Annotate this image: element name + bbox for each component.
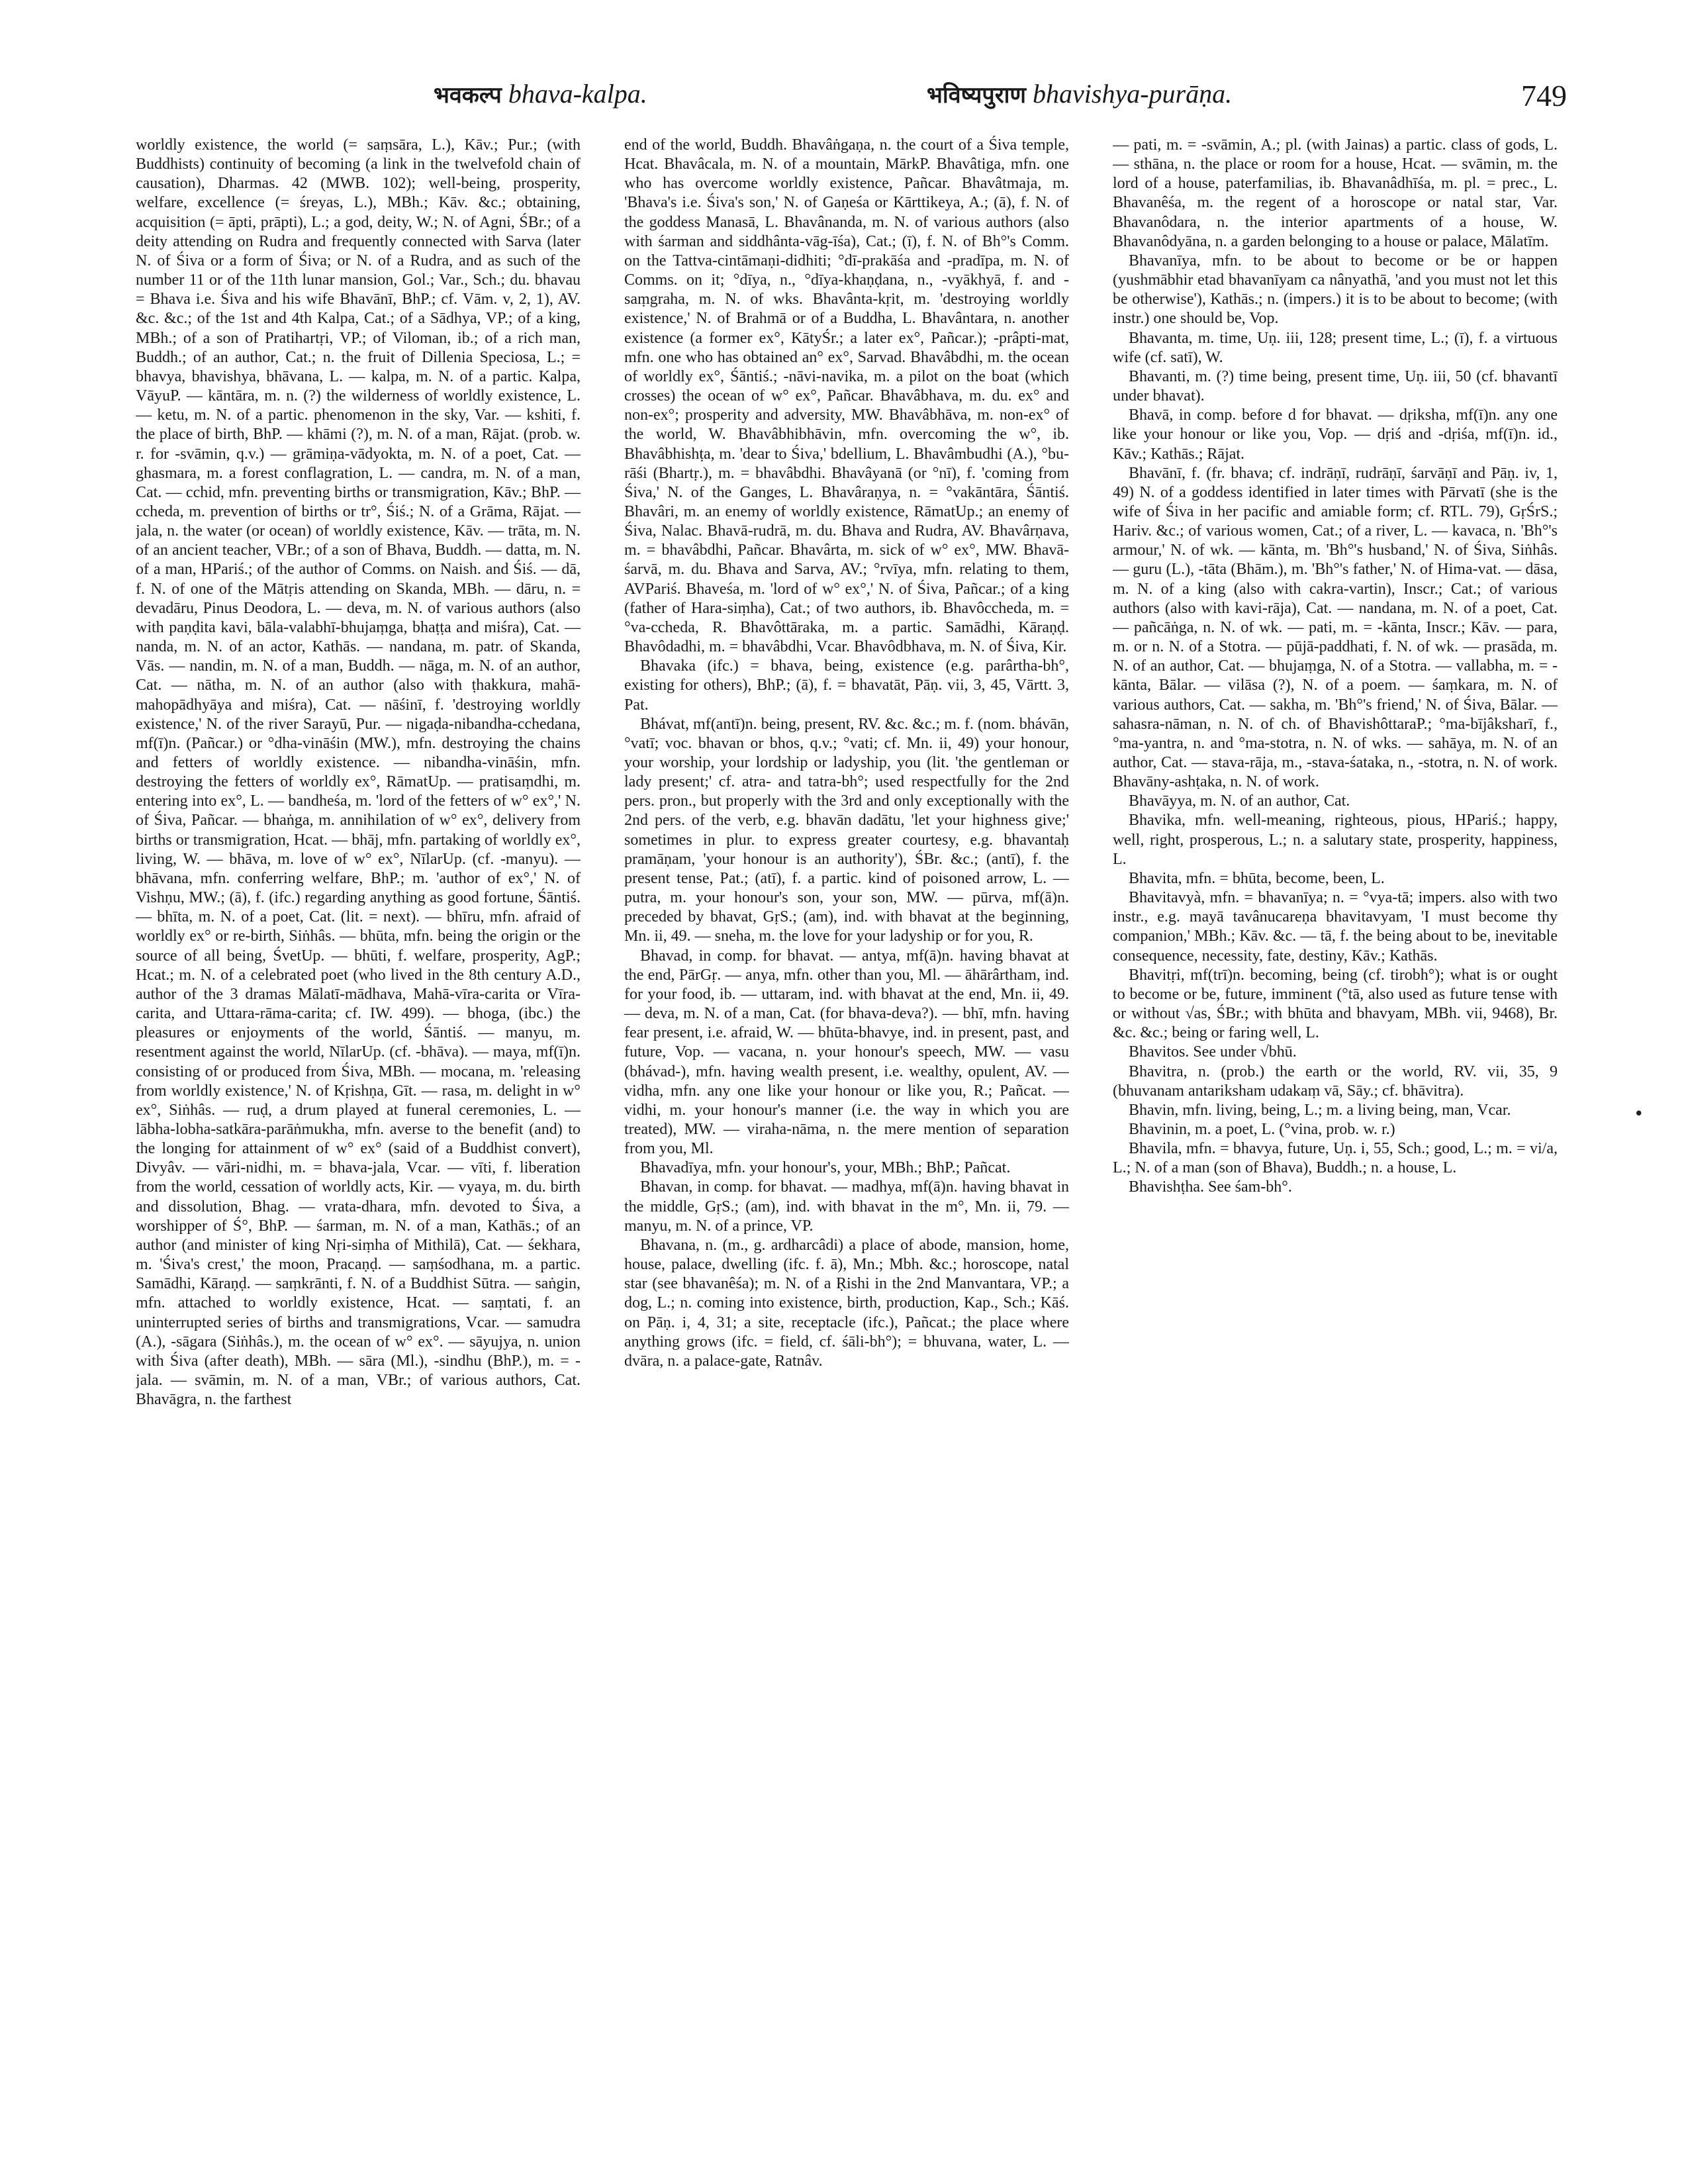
column-1 <box>136 136 581 2155</box>
text-columns <box>136 136 1562 2155</box>
column-2-paragraph: Bhavan, in comp. for bhavat. — madhya, mf(ā)n. having bhavat in the middle, GṛS.; (am), ind. with bhavat in the m°, Mn. ii, 79. — manyu, m. N. of a prince, VP. <box>624 1178 1069 1235</box>
right-running-head <box>927 78 1232 109</box>
column-3-paragraph: Bhavitṛi, mf(trī)n. becoming, being (cf. tirobh°); what is or ought to become or be, future, imminent (°tā, also used as future tense with or without √as, ŚBr.; with bhūta and bhavyam, MBh. vii, 9468), Br. &c. &c.; being or faring well, L. <box>1113 966 1558 1042</box>
column-3-paragraph: Bhavanti, m. (?) time being, present time, Uṇ. iii, 50 (cf. bhavantī under bhavat). <box>1113 367 1558 405</box>
page-number: 749 <box>1521 79 1567 113</box>
column-3-paragraph: Bhavitos. See under √bhū. <box>1129 1043 1297 1061</box>
column-3 <box>1113 136 1558 2155</box>
column-3-paragraph: Bhavila, mfn. = bhavya, future, Uṇ. i, 55, Sch.; good, L.; m. = vi/a, L.; N. of a man (son of Bhava), Buddh.; n. a house, L. <box>1113 1140 1558 1177</box>
margin-dot-mark: • <box>1634 1104 1644 1124</box>
column-2 <box>624 136 1069 2155</box>
left-headword-devanagari: भवकल्प <box>434 82 502 109</box>
column-3-paragraph: Bhavin, mfn. living, being, L.; m. a living being, man, Vcar. <box>1129 1101 1511 1119</box>
page-header <box>132 78 1567 118</box>
column-1-paragraph: worldly existence, the world (= saṃsāra, L.), Kāv.; Pur.; (with Buddhists) continuity of becoming (a link in the twelvefold chain of causation), Dharmas. 42 (MWB. 102); well-being, prosperity, welfare, excellence (= śreyas, L.), MBh.; Kāv. &c.; obtaining, acquisition (= āpti, prāpti), L.; a god, deity, W.; N. of Agni, ŚBr.; of a deity attending on Rudra and frequently connected with Sarva (later N. of Śiva or a form of Śiva; or N. of a Rudra, and as such of the number 11 or of the 11th lunar mansion, Gol.; Var., Sch.; du. bhavau = Bhava i.e. Śiva and his wife Bhavānī, BhP.; cf. Vām. v, 2, 1), AV. &c. &c.; of the 1st and 4th Kalpa, Cat.; of a Sādhya, VP.; of a king, MBh.; of a son of Pratihartṛi, VP.; of Viloman, ib.; of a rich man, Buddh.; of an author, Cat.; n. the fruit of Dillenia Speciosa, L.; = bhavya, bhavishya, bhāvana, L. — kalpa, m. N. of a partic. Kalpa, VāyuP. — kāntāra, m. n. (?) the wilderness of worldly existence, L. — ketu, m. N. of a partic. phenomenon in the sky, Var. — kshiti, f. the place of birth, BhP. — khāmi (?), m. N. of a man, Rājat. (prob. w. r. for -svāmin, q.v.) — grāmiṇa-vādyokta, m. N. of a poet, Cat. — ghasmara, m. a forest conflagration, L. — candra, m. N. of a man, Cat. — cchid, mfn. preventing births or transmigration, Kāv.; BhP. — ccheda, m. prevention of births or tr°, Śiś.; N. of a Grāma, Rājat. — jala, n. the water (or ocean) of worldly existence, Kāv. — trāta, m. N. of an ancient teacher, VBr.; of a son of Bhava, Buddh. — datta, m. N. of a man, HPariś.; of the author of Comms. on Naish. and Śiś. — dā, f. N. of one of the Mātṛis attending on Skanda, MBh. — dāru, n. = devadāru, Pinus Deodora, L. — deva, m. N. of various authors (also with paṇḍita kavi, bāla-valabhī-bhujaṃga, bhaṭṭa and miśra), Cat. — nanda, m. N. of an actor, Kathās. — nandana, m. patr. of Skanda, Vās. — nandin, m. N. of a man, Buddh. — nāga, m. N. of an author, Cat. — nātha, m. N. of an author (also with ṭhakkura, mahā-mahopādhyāya and miśra), Cat. — nāśinī, f. 'destroying worldly existence,' N. of the river Sarayū, Pur. — nigaḍa-nibandha-cchedana, mf(ī)n. (Pañcar.) or °dha-vināśin (MW.), mfn. destroying the chains and fetters of worldly existence. — nibandha-vināśin, mfn. destroying the fetters of worldly ex°, RāmatUp. — pratisaṃdhi, m. entering into ex°, L. — bandheśa, m. 'lord of the fetters of w° ex°,' N. of Śiva, Pañcar. — bhaṅga, m. annihilation of w° ex°, delivery from births or transmigration, Hcat. — bhāj, mfn. partaking of worldly ex°, living, W. — bhāva, m. love of w° ex°, NīlarUp. (cf. -manyu). — bhāvana, mfn. conferring welfare, BhP.; m. 'author of ex°,' N. of Vishṇu, MW.; (ā), f. (ifc.) regarding anything as good fortune, Śāntiś. — bhīta, m. N. of a poet, Cat. (lit. = next). — bhīru, mfn. afraid of worldly ex° or re-birth, Siṅhâs. — bhūta, mfn. being the origin or the source of all being, ŚvetUp. — bhūti, f. welfare, prosperity, AgP.; Hcat.; m. N. of a celebrated poet (who lived in the 8th century A.D., author of the 3 dramas Mālatī-mādhava, Mahā-vīra-carita or Vīra-carita, and Uttara-rāma-carita; cf. IW. 499). — bhoga, (ibc.) the pleasures or enjoyments of the world, Śāntiś. — manyu, m. resentment against the world, NīlarUp. (cf. -bhāva). — maya, mf(ī)n. consisting of or produced from Śiva, MBh. — mocana, m. 'releasing from worldly existence,' N. of Kṛishṇa, Gīt. — rasa, m. delight in w° ex°, Siṅhâs. — ruḍ, a drum played at funeral ceremonies, L. — lābha-lobha-satkāra-parāṅmukha, mfn. averse to the benefit (and) to the longing for attainment of w° ex° (said of a Buddhist convert), Divyâv. — vāri-nidhi, m. = bhava-jala, Vcar. — vīti, f. liberation from the world, cessation of worldly acts, Kir. — vyaya, m. du. birth and dissolution, Bhag. — vrata-dhara, mfn. devoted to Śiva, a worshipper of Ś°, BhP. — śarman, m. N. of a man, Kathās.; of an author (and minister of king Nṛi-siṃha of Mithilā), Cat. — śekhara, m. 'Śiva's crest,' the moon, Pracaṇḍ. — saṃśodhana, m. a partic. Samādhi, Kāraṇḍ. — saṃkrānti, f. N. of a Buddhist Sūtra. — saṅgin, mfn. attached to worldly existence, Hcat. — saṃtati, f. an uninterrupted series of births and transmigrations, Vcar. — samudra (A.), -sāgara (Siṅhâs.), m. the ocean of w° ex°. — sāyujya, n. union with Śiva (after death), MBh. — sāra (Ml.), -sindhu (BhP.), m. = -jala. — svāmin, m. N. of a man, VBr.; of various authors, Cat. Bhavāgra, n. the farthest <box>136 136 581 1409</box>
column-3-paragraph: Bhavā, in comp. before d for bhavat. — dṛiksha, mf(ī)n. any one like your honour or like you, Vop. — dṛiś and -dṛiśa, mf(ī)n. id., Kāv.; Kathās.; Rājat. <box>1113 406 1558 463</box>
column-2-paragraph: Bhavadīya, mfn. your honour's, your, MBh.; BhP.; Pañcat. <box>640 1159 1011 1177</box>
column-2-paragraph: Bhavana, n. (m., g. ardharcâdi) a place of abode, mansion, home, house, palace, dwelling (ifc. f. ā), Mn.; Mbh. &c.; horoscope, natal star (see bhavanêśa); m. N. of a Ṛishi in the 2nd Manvantara, VP.; a dog, L.; n. coming into existence, birth, production, Kap., Sch.; Kāś. on Pāṇ. i, 4, 31; a site, receptacle (ifc.), Pañcat.; the place where anything grows (ifc. = field, cf. śāli-bh°); = bhuvana, water, L. — dvāra, n. a palace-gate, Ratnâv. <box>624 1236 1069 1370</box>
column-3-paragraph: Bhavanta, m. time, Uṇ. iii, 128; present time, L.; (ī), f. a virtuous wife (cf. satī), W. <box>1113 329 1558 366</box>
column-3-paragraph: Bhavanīya, mfn. to be about to become or be or happen (yushmābhir etad bhavanīyam ca nânyathā, 'and you must not let this be otherwise'), Kathās.; n. (impers.) it is to be about to become; (with instr.) one should be, Vop. <box>1113 252 1558 328</box>
right-headword-devanagari: भविष्यपुराण <box>927 82 1027 109</box>
left-running-head <box>434 78 647 109</box>
column-3-paragraph: Bhavānī, f. (fr. bhava; cf. indrāṇī, rudrāṇī, śarvāṇī and Pāṇ. iv, 1, 49) N. of a goddess identified in later times with Pārvatī (she is the wife of Śiva in her pacific and amiable form; cf. RTL. 79), GṛŚrS.; Hariv. &c.; of various women, Cat.; of a river, L. — kavaca, n. 'Bh°'s armour,' N. of wk. — kānta, m. 'Bh°'s husband,' N. of Śiva, Siṅhâs. — guru (L.), -tāta (Bhām.), m. 'Bh°'s father,' N. of Hima-vat. — dāsa, m. N. of a king (also with cakra-vartin), Inscr.; Cat.; of various authors (also with kavi-rāja), Cat. — nandana, m. N. of a poet, Cat. — pañcāṅga, n. N. of wk. — pati, m. = -kānta, Inscr.; Kāv. — para, m. or n. N. of a Stotra. — pūjā-paddhati, f. N. of wk. — prasāda, m. N. of an author, Cat. — bhujaṃga, N. of a Stotra. — vallabha, m. = -kānta, Bālar. — vilāsa (?), N. of a poem. — śaṃkara, m. N. of various authors, Cat. — sakha, m. 'Bh°'s friend,' N. of Śiva, Bālar. — sahasra-nāman, n. N. of ch. of BhavishôttaraP.; °ma-bījâksharī, f., °ma-yantra, n. and °ma-stotra, n. N. of wks. — sahāya, m. N. of an author, Cat. — stava-rāja, m., -stava-śataka, n., -stotra, n. N. of work. Bhavāny-ashṭaka, n. N. of work. <box>1113 464 1558 791</box>
column-3-paragraph: Bhavishṭha. See śam-bh°. <box>1129 1178 1292 1196</box>
column-2-paragraph: end of the world, Buddh. Bhavâṅgaṇa, n. the court of a Śiva temple, Hcat. Bhavâcala, m. N. of a mountain, MārkP. Bhavâtiga, mfn. one who has overcome worldly existence, Pañcar. Bhavâtmaja, m. 'Bhava's i.e. Śiva's son,' N. of Gaṇeśa or Kārttikeya, A.; (ā), f. N. of the goddess Manasā, L. Bhavânanda, m. N. of various authors (also with śarman and siddhânta-vāg-īśa), Cat.; (ī), f. N. of Bh°'s Comm. on the Tattva-cintāmaṇi-didhiti; °dī-prakāśa and -pradīpa, m. N. of Comms. on it; °dīya, n., °dīya-khaṇḍana, n., -vyākhyā, f. and -saṃgraha, m. N. of wks. Bhavânta-kṛit, m. 'destroying worldly existence,' N. of Brahmā or of a Buddha, L. Bhavântara, n. another existence (a former ex°, KātyŚr.; a later ex°, Pañcar.); -prâpti-mat, mfn. one who has obtained an° ex°, Sarvad. Bhavâbdhi, m. the ocean of worldly ex°, Śāntiś.; -nāvi-navika, m. a pilot on the boat (which crosses) the ocean of w° ex°, Pañcar. Bhavâbhava, m. du. ex° and non-ex°; prosperity and adversity, MW. Bhavâbhāva, m. non-ex° of the world, W. Bhavâbhibhāvin, mfn. overcoming the w°, ib. Bhavâbhishṭa, m. 'dear to Śiva,' bdellium, L. Bhavâmbudhi (A.), °bu-rāśi (Bhartṛ.), m. = bhavâbdhi. Bhavâyanā (or °nī), f. 'coming from Śiva,' N. of the Ganges, L. Bhavâraṇya, n. = °vakāntāra, Śāntiś. Bhavâri, m. an enemy of worldly existence, RāmatUp.; an enemy of Śiva, Nalac. Bhavā-rudrā, m. du. Bhava and Rudra, AV. Bhavârṇava, m. = bhavâbdhi, Pañcar. Bhavârta, m. sick of w° ex°, MW. Bhavā-śarvā, m. du. Bhava and Sarva, AV.; °rvīya, mfn. relating to them, AVPariś. Bhaveśa, m. 'lord of w° ex°,' N. of Śiva, Pañcar.; of a king (father of Hara-siṃha), Cat.; of two authors, ib. Bhavôccheda, m. = °va-ccheda, R. Bhavôttāraka, m. a partic. Samādhi, Kāraṇḍ. Bhavôdadhi, m. = bhavâbdhi, Vcar. Bhavôdbhava, m. N. of Śiva, Kir. <box>624 136 1069 656</box>
right-headword-roman: bhavishya-purāṇa. <box>1033 79 1233 109</box>
column-3-paragraph: Bhavinin, m. a poet, L. (°vina, prob. w. r.) <box>1129 1120 1395 1138</box>
column-3-paragraph: Bhavika, mfn. well-meaning, righteous, pious, HPariś.; happy, well, right, prosperous, L.; n. a salutary state, prosperity, happiness, L. <box>1113 812 1558 868</box>
column-2-paragraph: Bhavad, in comp. for bhavat. — antya, mf(ā)n. having bhavat at the end, PārGṛ. — anya, mfn. other than you, Ml. — āhārârtham, ind. for your food, ib. — uttaram, ind. with bhavat at the end, Mn. ii, 49. — deva, m. N. of a man, Cat. (for bhava-deva?). — bhī, mfn. having fear present, i.e. afraid, W. — bhūta-bhavye, ind. in present, past, and future, Vop. — vacana, n. your honour's speech, MW. — vasu (bhávad-), mfn. having wealth present, i.e. wealthy, opulent, AV. — vidha, mfn. any one like your honour or like you, R.; Pañcat. — vidhi, m. your honour's manner (i.e. the way in which you are treated), MW. — viraha-nāma, n. the mere mention of separation from you, Ml. <box>624 947 1069 1158</box>
column-3-paragraph: Bhavitavyà, mfn. = bhavanīya; n. = °vya-tā; impers. also with two instr., e.g. mayā tavânucareṇa bhavitavyam, 'I must become thy companion,' MBh.; Kāv. &c. — tā, f. the being about to be, inevitable consequence, necessity, fate, destiny, Kāv.; Kathās. <box>1113 889 1558 965</box>
left-headword-roman: bhava-kalpa. <box>508 79 647 109</box>
column-2-paragraph: Bhavaka (ifc.) = bhava, being, existence (e.g. parârtha-bh°, existing for others), BhP.; (ā), f. = bhavatāt, Pāṇ. vii, 3, 45, Vārtt. 3, Pat. <box>624 657 1069 714</box>
column-3-paragraph: Bhavitra, n. (prob.) the earth or the world, RV. vii, 35, 9 (bhuvanam antariksham udakaṃ vā, Sāy.; cf. bhāvitra). <box>1113 1063 1558 1100</box>
column-2-paragraph: Bhávat, mf(antī)n. being, present, RV. &c. &c.; m. f. (nom. bhávān, °vatī; voc. bhavan or bhos, q.v.; °vati; cf. Mn. ii, 49) your honour, your worship, your lordship or ladyship, you (lit. 'the gentleman or lady present;' cf. atra- and tatra-bh°; used respectfully for the 2nd pers. pron., but properly with the 3rd and only exceptionally with the 2nd pers. of the verb, e.g. bhavān dadātu, 'let your highness give;' sometimes in plur. to express greater courtesy, e.g. bhavantaḥ pramāṇam, 'your honour is an authority'), ŚBr. &c.; (antī), f. the present tense, Pat.; (atī), f. a partic. kind of poisoned arrow, L. — putra, m. your honour's son, your son, MW. — pūrva, mf(ā)n. preceded by bhavat, GṛS.; (am), ind. with bhavat at the beginning, Mn. ii, 49. — sneha, m. the love for your ladyship or for you, R. <box>624 715 1069 945</box>
column-3-paragraph: Bhavāyya, m. N. of an author, Cat. <box>1129 792 1350 810</box>
column-3-paragraph: — pati, m. = -svāmin, A.; pl. (with Jainas) a partic. class of gods, L. — sthāna, n. the place or room for a house, Hcat. — svāmin, m. the lord of a house, paterfamilias, ib. Bhavanâdhīśa, m. pl. = prec., L. Bhavanêśa, m. the regent of a horoscope or natal star, Var. Bhavanôdara, n. the interior apartments of a house, W. Bhavanôdyāna, n. a garden belonging to a house or palace, Mālatīm. <box>1113 136 1558 250</box>
column-3-paragraph: Bhavita, mfn. = bhūta, become, been, L. <box>1129 869 1385 887</box>
